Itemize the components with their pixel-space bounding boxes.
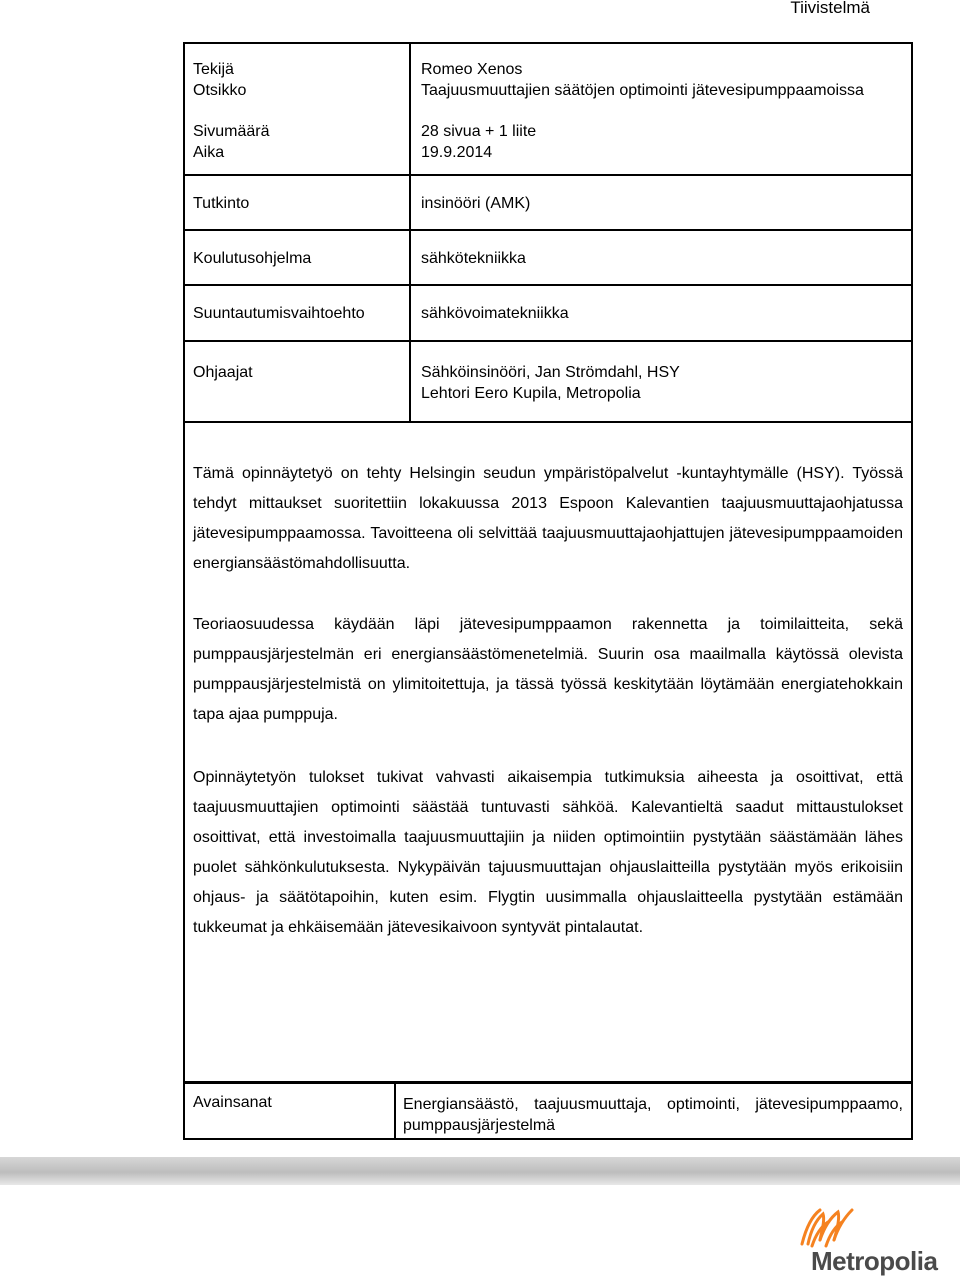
- metadata-table: [183, 42, 913, 423]
- date-label: Aika: [193, 144, 225, 161]
- supervisors-value: [421, 362, 680, 404]
- keywords-value: Energiansäästö, taajuusmuuttaja, optimointi, jätevesipumppaamo, pumppausjärjestelmä: [403, 1096, 903, 1134]
- abstract-box: [183, 423, 913, 1083]
- page-header: Tiivistelmä: [790, 0, 870, 17]
- degree-value: insinööri (AMK): [421, 195, 531, 212]
- keywords-table: [183, 1082, 913, 1140]
- abstract-paragraph-3: Opinnäytetyön tulokset tukivat vahvasti aikaisempia tutkimuksia aiheesta ja osoittivat, että taajuusmuuttajien optimointi säästää tuntuvasti sähköä. Kalevantieltä saadut mittaustulokset osoittivat, että investoimalla taajuusmuuttajiin ja niiden optimointiin pystytään säästämään lähes puolet sähkönkulutuksesta. Nykypäivän tajuusmuuttajan ohjauslaitteilla pystytään myös erikoisiin ohjaus- ja säätötapoihin, kuten esim. Flygtin uusimmalla ohjauslaitteella pystytään estämään tukkeumat ja ehkäisemään jätevesikaivoon syntyvät pintalautat.: [193, 769, 903, 936]
- supervisors-label: Ohjaajat: [193, 364, 253, 381]
- footer-bar: [0, 1157, 960, 1185]
- supervisor-2: Lehtori Eero Kupila, Metropolia: [421, 385, 641, 402]
- abstract-paragraph-2: Teoriaosuudessa käydään läpi jätevesipumppaamon rakennetta ja toimilaitteita, sekä pumppausjärjestelmän eri energiansäästömenetelmiä. Suurin osa maailmalla käytössä olevista pumppausjärjestelmistä on ylimitoitettuja, ja tässä työssä keskitytään löytämään energiatehokkain tapa ajaa pumppuja.: [193, 616, 903, 723]
- pages-label: Sivumäärä: [193, 123, 270, 140]
- keywords-label: Avainsanat: [193, 1094, 272, 1111]
- author-value: Romeo Xenos: [421, 61, 523, 78]
- author-label: Tekijä: [193, 61, 234, 78]
- degree-label: Tutkinto: [193, 195, 250, 212]
- supervisors-row: [185, 340, 911, 425]
- specialisation-label: Suuntautumisvaihtoehto: [193, 305, 365, 322]
- specialisation-row: [185, 284, 911, 341]
- value-group: [421, 59, 864, 163]
- date-value: 19.9.2014: [421, 144, 493, 161]
- title-label: Otsikko: [193, 82, 247, 99]
- specialisation-value: sähkövoimatekniikka: [421, 305, 569, 322]
- keywords-divider: [394, 1084, 396, 1138]
- programme-row: [185, 229, 911, 286]
- programme-label: Koulutusohjelma: [193, 250, 312, 267]
- degree-row: [185, 174, 911, 231]
- label-group: [193, 59, 269, 163]
- abstract-paragraph-1: Tämä opinnäytetyö on tehty Helsingin seudun ympäristöpalvelut -kuntayhtymälle (HSY). Työssä tehdyt mittaukset suoritettiin lokakuussa 2013 Espoon Kalevantien taajuusmuuttajaohjatussa jätevesipumppaamossa. Tavoitteena oli selvittää taajuusmuuttajaohjattujen jätevesipumppaamoiden energiansäästömahdollisuutta.: [193, 465, 903, 572]
- programme-value: sähkötekniikka: [421, 250, 526, 267]
- supervisor-1: Sähköinsinööri, Jan Strömdahl, HSY: [421, 364, 680, 381]
- logo-text: Metropolia: [811, 1246, 938, 1276]
- title-value: Taajuusmuuttajien säätöjen optimointi jätevesipumppaamoissa: [421, 82, 864, 99]
- pages-value: 28 sivua + 1 liite: [421, 123, 537, 140]
